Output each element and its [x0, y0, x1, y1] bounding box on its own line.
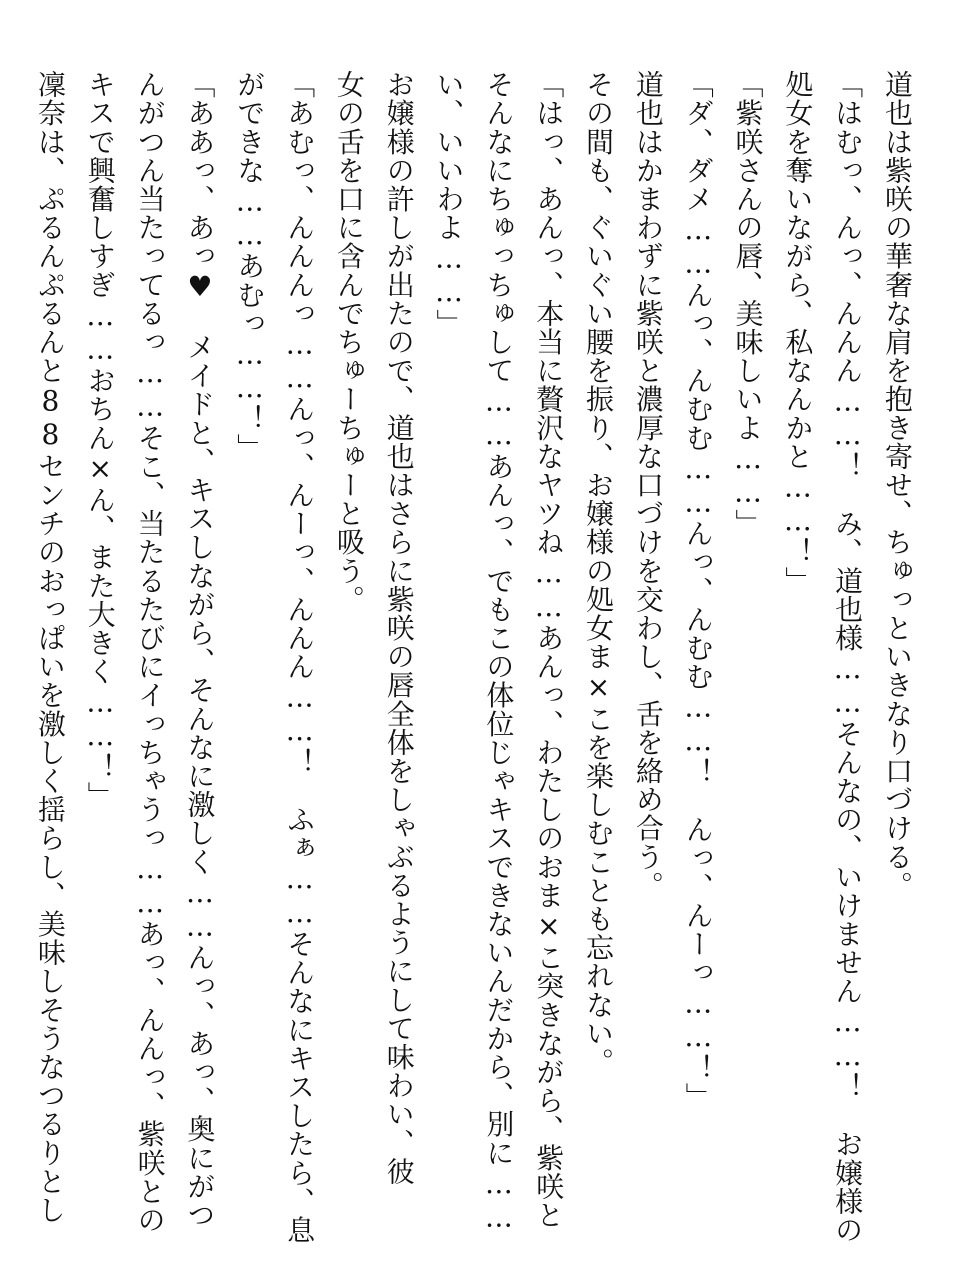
text-line: その間も、ぐいぐい腰を振り、お嬢様の処女ま×こを楽しむことも忘れない。: [582, 70, 616, 1076]
text-line: 「ダ、ダメ……んっ、んむむ……んっ、んむむ……！ んっ、んーっ……！」: [681, 70, 715, 1111]
text-line: 「はむっ、んっ、んんん……！ み、道也様……そんなの、いけません……！ お嬢様の: [831, 70, 865, 1244]
text-line: ができな……あむっ……！」: [233, 70, 267, 462]
text-line: 「はっ、あんっ、本当に贅沢なヤツね……あんっ、わたしのおま×こ突きながら、紫咲と: [532, 70, 566, 1229]
text-line: 女の舌を口に含んでちゅーちゅーと吸う。: [332, 70, 366, 614]
text-line: 凜奈は、ぷるんぷるんと88センチのおっぱいを激しく揺らし、美味しそうなつるりとし: [33, 70, 67, 1224]
vertical-text-body: [32, 70, 922, 1250]
text-line: キスで興奮しすぎ……おちん×ん、また大きく……！」: [83, 70, 117, 810]
text-line: い、いいわよ……」: [432, 70, 466, 338]
text-line: お嬢様の許しが出たので、道也はさらに紫咲の唇全体をしゃぶるようにして味わい、彼: [382, 70, 416, 1186]
text-line: 道也はかまわずに紫咲と濃厚な口づけを交わし、舌を絡め合う。: [631, 70, 665, 900]
text-line: んがつん当たってるっ……そこ、当たるたびにイっちゃうっ……あっ、んんっ、紫咲との: [133, 70, 167, 1234]
text-line: 「ああっ、あっ♥ メイドと、キスしながら、そんなに激しく……んっ、あっ、奥にがつ: [183, 70, 217, 1229]
text-line: 処女を奪いながら、私なんかと……！」: [781, 70, 815, 595]
text-line: 「紫咲さんの唇、美味しいよ……」: [731, 70, 765, 538]
text-line: 道也は紫咲の華奢な肩を抱き寄せ、ちゅっといきなり口づける。: [881, 70, 914, 900]
text-line: 「あむっ、んんんっ……んっ、んーっ、んんん……！ ふぁ……そんなにキスしたら、息: [283, 70, 317, 1244]
text-line: そんなにちゅっちゅして……あんっ、でもこの体位じゃキスできないんだから、別に……: [482, 70, 516, 1234]
